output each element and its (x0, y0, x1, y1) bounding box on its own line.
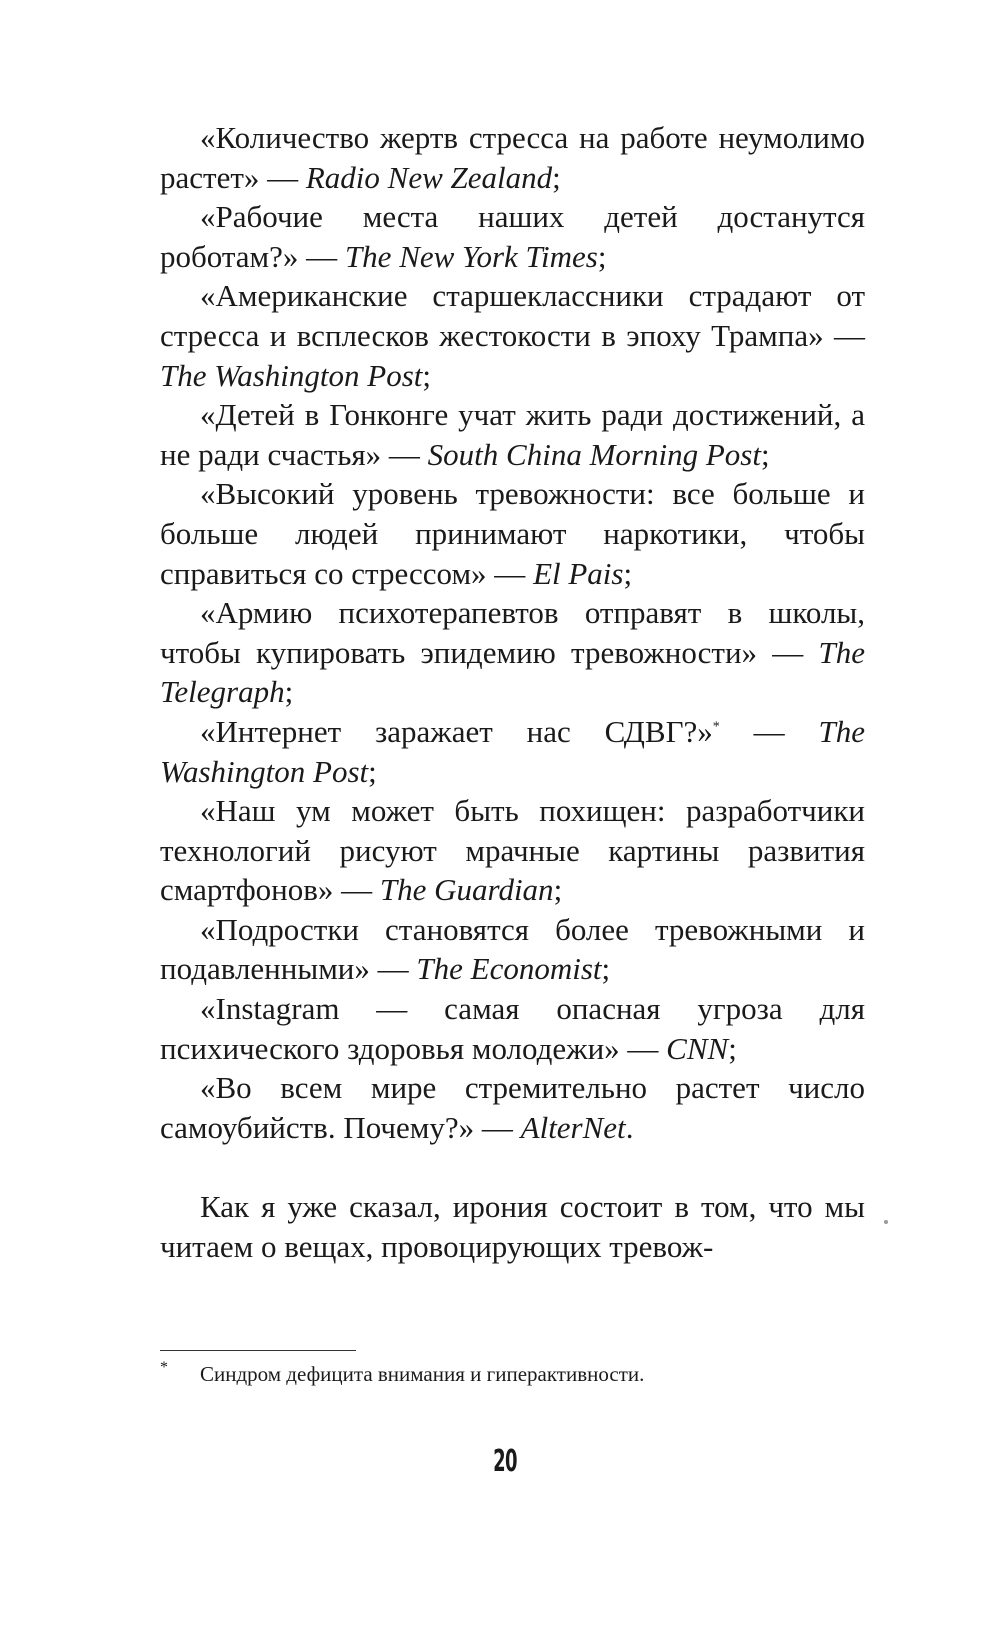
headline-quote: «Армию психотерапевтов отправят в школы, чтобы купировать эпидемию тревожности» — The Telegraph; (160, 595, 865, 710)
headline-quote: «Во всем мире стремительно растет число самоубийств. Почему?» — AlterNet. (160, 1070, 865, 1145)
footnote-reference: * (712, 719, 720, 735)
paragraph-gap (160, 1147, 865, 1187)
headline-quote: «Наш ум может быть похищен: разработчики технологий рисуют мрачные картины развития смартфонов» — The Guardian; (160, 793, 865, 908)
footnote-mark: * (160, 1359, 168, 1376)
footnote (160, 1360, 865, 1388)
headline-quote: «Интернет заражает нас СДВГ?»* — The Washington Post; (160, 713, 865, 789)
main-text (160, 118, 865, 1267)
scan-speck (884, 1220, 888, 1224)
headline-quote: «Детей в Гонконге учат жить ради достижений, а не ради счастья» — South China Morning Post; (160, 397, 865, 472)
footnote-text: Синдром дефицита внимания и гиперактивности. (200, 1362, 645, 1386)
body-paragraph: Как я уже сказал, ирония состоит в том, что мы читаем о вещах, провоцирующих тревож- (160, 1189, 865, 1265)
headline-quote: «Высокий уровень тревожности: все больше и больше людей принимают наркотики, чтобы справиться со стрессом» — El Pais; (160, 476, 865, 591)
headline-quote: «Подростки становятся более тревожными и подавленными» — The Economist; (160, 911, 865, 987)
headline-quote: «Количество жертв стресса на работе неумолимо растет» — Radio New Zealand; (160, 120, 865, 195)
footnote-divider (160, 1350, 356, 1351)
headline-quote: «Instagram — самая опасная угроза для психического здоровья молодежи» — CNN; (160, 991, 865, 1066)
page-number: 20 (493, 1444, 517, 1479)
headline-quote: «Рабочие места наших детей достанутся роботам?» — The New York Times; (160, 199, 865, 274)
headline-quote: «Американские старшеклассники страдают от стресса и всплесков жестокости в эпоху Трампа» — The Washington Post; (160, 278, 865, 393)
